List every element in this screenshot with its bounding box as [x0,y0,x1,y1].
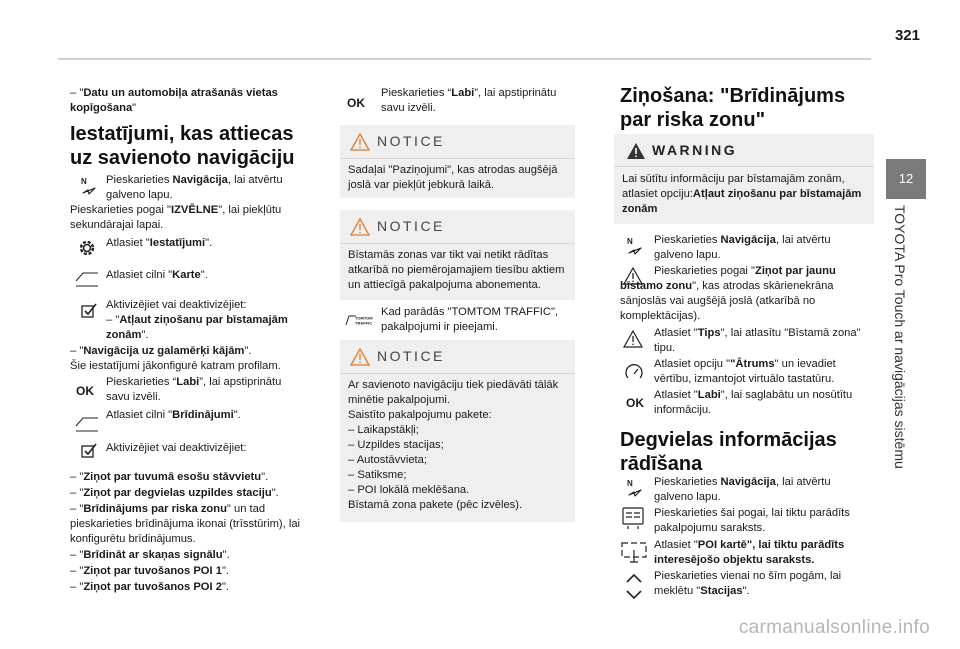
speed-gauge-icon [624,363,644,383]
step-activate-alerts: Aktivizējiet vai deaktivizējiet: [106,442,247,454]
step-confirm-ok: Pieskarieties “Labi”, lai apstiprinātu savu izvēli. [106,376,282,403]
step-report-new-zone: Pieskarieties pogai "Ziņot par jaunu bīstamo zonu", kas atrodas skārienekrāna sānjoslās vai augšējā joslā (atkarībā no komplektācijas). [620,265,836,322]
poi-map-icon [620,540,648,564]
option-walking-navigation: – "Navigācija uz galamērķi kājām". [70,345,252,357]
step-speed: Atlasiet opciju ""Ātrums" un ievadiet vērtību, izmantojot virtuālo tastatūru. [654,358,836,385]
step-open-navigation: Pieskarieties Navigācija, lai atvērtu galveno lapu. [106,174,283,201]
step-select-settings: Atlasiet "Iestatījumi". [106,237,213,249]
top-rule [58,58,871,60]
warning-triangle-icon [626,142,646,160]
notice-title: NOTICE [377,218,445,234]
svg-text:N: N [81,177,87,186]
warning-triangle-icon [623,330,643,348]
chapter-title: TOYOTA Pro Touch ar navigācijas sistēmu [892,205,908,469]
notice-title: NOTICE [377,133,445,149]
heading-settings: Iestatījumi, kas attiecas uz savienoto navigāciju [70,123,295,169]
step-search-stations: Pieskarieties vienai no šīm pogām, lai meklētu "Stacijas". [654,570,842,597]
option-fuel-station: – "Ziņot par degvielas uzpildes staciju". [70,487,279,499]
step-alerts-tab: Atlasiet cilni "Brīdinājumi". [106,409,241,421]
notice-title: NOTICE [377,348,445,364]
step-services-list: Pieskarieties šai pogai, lai tiktu parādīts pakalpojumu saraksts. [654,507,850,534]
step-open-navigation-3: Pieskarieties Navigācija, lai atvērtu galveno lapu. [654,234,831,261]
notice-text: Bīstamās zonas var tikt vai netikt rādītas atkarībā no piemērojamajiem tiesību aktiem un attiecīgā pakalpojuma abonementa. [348,249,565,291]
notice-box-danger-zones [340,210,575,300]
step-menu: Pieskarieties pogai "IZVĒLNE", lai piekļūtu sekundārajai lapai. [70,204,282,231]
svg-text:TRAFFIC: TRAFFIC [355,320,373,326]
heading-risk-zone: Ziņošana: "Brīdinājums par riska zonu" [620,85,846,131]
navigation-icon [80,176,96,196]
watermark: carmanualsonline.info [738,617,930,638]
notice-box-services [340,340,575,522]
page-number: 321 [894,27,920,44]
paragraph-location-sharing: – "Datu un automobiļa atrašanās vietas kopīgošana" [70,87,278,114]
step-poi-on-map: Atlasiet "POI kartē", lai tiktu parādīts interesējošo objektu saraksts. [654,539,845,566]
tomtom-traffic-icon [344,313,376,327]
step-open-navigation-4: Pieskarieties Navigācija, lai atvērtu galveno lapu. [654,476,831,503]
option-allow-reporting: – "Atļaut ziņošanu par bīstamajām zonām". [106,314,288,341]
option-parking: – "Ziņot par tuvumā esošu stāvvietu". [70,471,269,483]
tab-icon [74,413,100,433]
divider [340,243,575,244]
divider [340,373,575,374]
services-list-icon [620,506,646,530]
notice-box-notifications [340,125,575,198]
ok-icon: OK [347,96,365,110]
warning-text: Lai sūtītu informāciju par bīstamajām zonām, atlasiet opciju:Atļaut ziņošanu par bīstamajām zonām [622,173,862,215]
tab-icon [74,268,100,288]
ok-icon: OK [626,396,644,410]
option-poi-1: – "Ziņot par tuvošanos POI 1". [70,565,230,577]
notice-text: Sadaļai "Paziņojumi", kas atrodas augšējā joslā var piekļūt jebkurā laikā. [348,164,558,191]
option-poi-2: – "Ziņot par tuvošanos POI 2". [70,581,230,593]
navigation-icon [626,478,642,498]
ok-icon: OK [76,384,94,398]
divider [340,158,575,159]
notice-triangle-icon [350,133,370,151]
step-type: Atlasiet "Tips", lai atlasītu "Bīstamā zona" tipu. [654,327,861,354]
chevron-up-icon[interactable] [624,572,644,584]
chapter-tab[interactable]: 12 [886,159,926,199]
chevron-down-icon[interactable] [624,588,644,600]
svg-text:N: N [627,237,633,246]
step-confirm-ok-2: Pieskarieties “Labi”, lai apstiprinātu savu izvēli. [381,87,557,114]
navigation-icon [626,236,642,256]
step-save-send: Atlasiet "Labi", lai saglabātu un nosūtītu informāciju. [654,389,853,416]
warning-title: WARNING [652,142,738,158]
notice-triangle-icon [350,348,370,366]
step-map-tab: Atlasiet cilni "Karte". [106,269,208,281]
svg-text:N: N [627,479,633,488]
checkbox-icon [80,442,98,460]
notice-triangle-icon [350,218,370,236]
option-risk-zone: – "Brīdinājums par riska zonu" un tad pieskarieties brīdinājuma ikonai (trīsstūrim), lai konfigurētu brīdinājumus. [70,503,301,545]
step-tomtom: Kad parādās "TOMTOM TRAFFIC", pakalpojumi ir pieejami. [381,306,559,333]
checkbox-icon [80,302,98,320]
settings-gear-icon [77,238,97,258]
notice-text: Ar savienoto navigāciju tiek piedāvāti tālāk minētie pakalpojumi. Saistīto pakalpojumu pakete: – Laikapstākļi; – Uzpildes stacijas; – Autostāvvieta; – Satiksme; – POI lokālā meklēšana. Bīstamā zona pakete (pēc izvēles). [348,379,559,511]
svg-text:TOMTOM: TOMTOM [355,315,373,321]
warning-box [614,134,874,224]
heading-fuel-info: Degvielas informācijas rādīšana [620,429,837,475]
note-profile: Šie iestatījumi jākonfigurē katram profilam. [70,360,281,372]
option-sound: – "Brīdināt ar skaņas signālu". [70,549,230,561]
step-activate: Aktivizējiet vai deaktivizējiet: [106,299,247,311]
divider [614,166,874,167]
